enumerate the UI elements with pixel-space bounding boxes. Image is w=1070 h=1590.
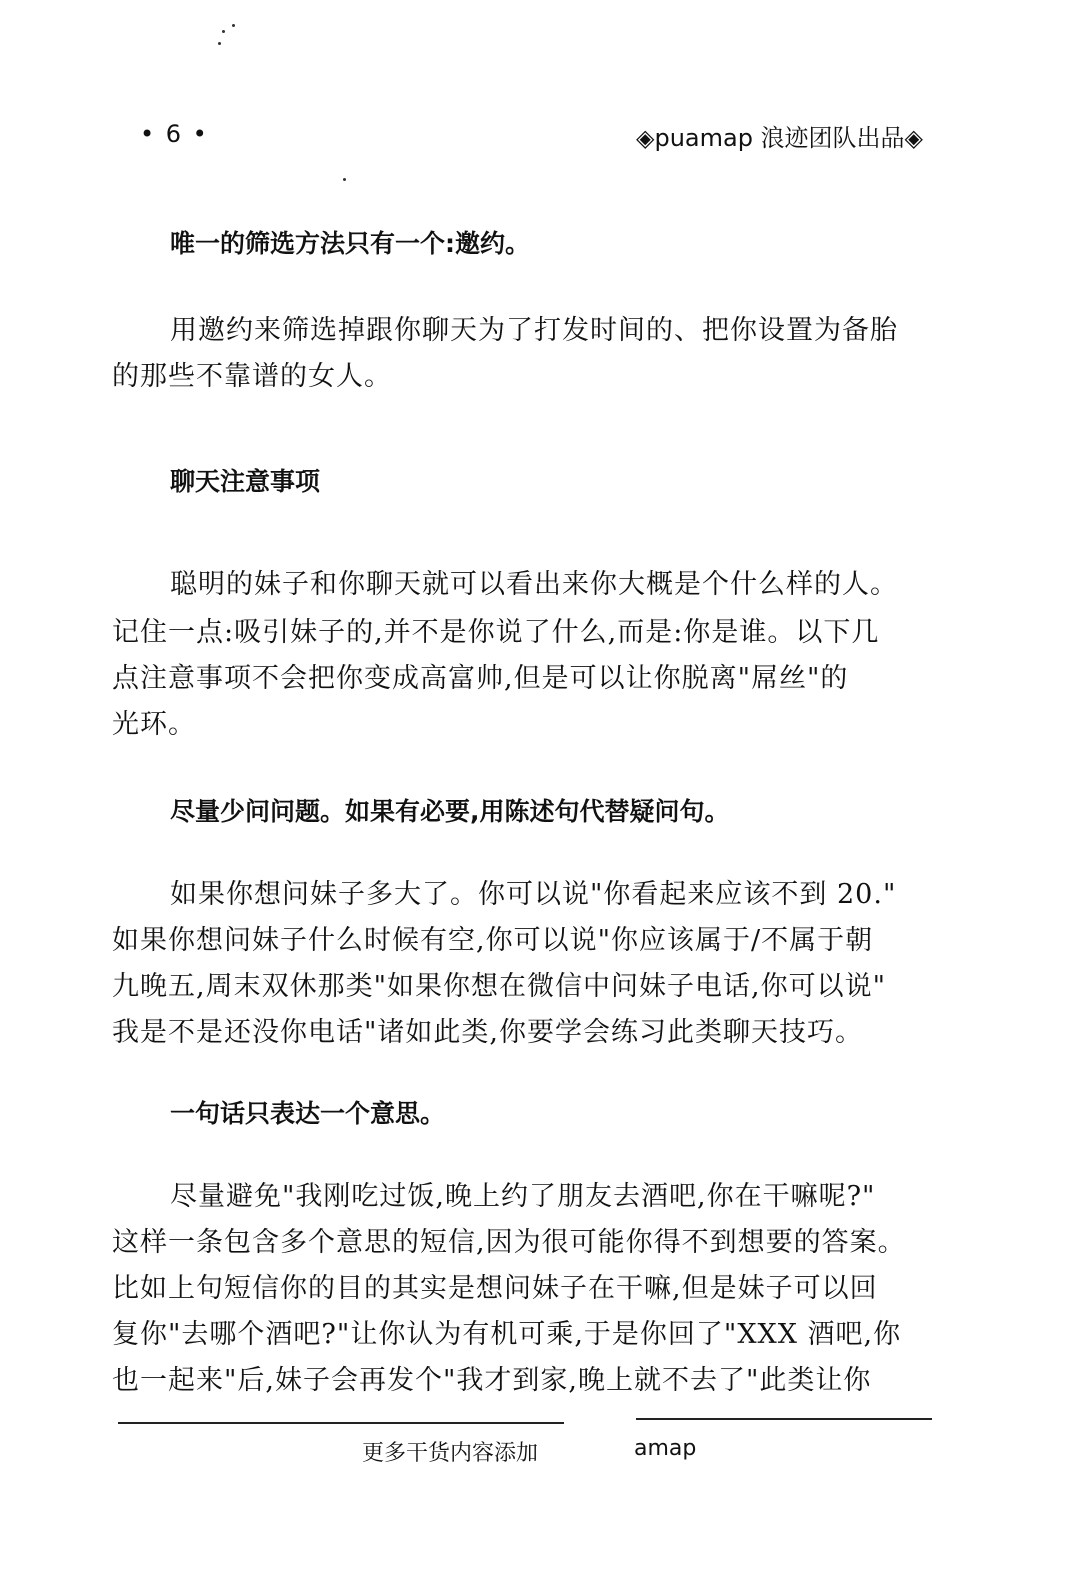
- body-line: 的那些不靠谱的女人。: [112, 361, 392, 392]
- body-line: 这样一条包含多个意思的短信,因为很可能你得不到想要的答案。: [112, 1227, 906, 1258]
- body-line: 光环。: [112, 709, 196, 740]
- footer-rule-right: [636, 1418, 932, 1420]
- footer-rule-left: [118, 1422, 564, 1424]
- scan-speck: [218, 42, 221, 45]
- body-line: 聪明的妹子和你聊天就可以看出来你大概是个什么样的人。: [170, 569, 898, 600]
- scan-speck: [232, 24, 235, 27]
- body-line: 记住一点:吸引妹子的,并不是你说了什么,而是:你是谁。以下几: [112, 617, 880, 648]
- body-line: 用邀约来筛选掉跟你聊天为了打发时间的、把你设置为备胎: [170, 315, 898, 346]
- publisher-credit: ◈puamap 浪迹团队出品◈: [636, 124, 924, 152]
- section-heading: 一句话只表达一个意思。: [170, 1099, 446, 1128]
- page-number: • 6 •: [140, 120, 209, 148]
- body-line: 如果你想问妹子什么时候有空,你可以说"你应该属于/不属于朝: [112, 925, 874, 956]
- body-line: 复你"去哪个酒吧?"让你认为有机可乘,于是你回了"XXX 酒吧,你: [112, 1319, 902, 1350]
- body-line: 比如上句短信你的目的其实是想问妹子在干嘛,但是妹子可以回: [112, 1273, 878, 1304]
- body-line: 尽量避免"我刚吃过饭,晚上约了朋友去酒吧,你在干嘛呢?": [170, 1181, 876, 1212]
- body-line: 我是不是还没你电话"诸如此类,你要学会练习此类聊天技巧。: [112, 1017, 864, 1048]
- scan-speck: [343, 178, 346, 181]
- body-line: 点注意事项不会把你变成高富帅,但是可以让你脱离"屌丝"的: [112, 663, 849, 694]
- section-heading: 尽量少问问题。如果有必要,用陈述句代替疑问句。: [170, 797, 730, 826]
- footer-site-text: amap: [634, 1436, 697, 1461]
- section-heading: 唯一的筛选方法只有一个:邀约。: [170, 229, 530, 258]
- body-line: 如果你想问妹子多大了。你可以说"你看起来应该不到 20.": [170, 879, 897, 910]
- section-heading: 聊天注意事项: [170, 467, 321, 496]
- footer-promo-text: 更多干货内容添加: [362, 1441, 539, 1466]
- scan-speck: [222, 30, 225, 33]
- body-line: 也一起来"后,妹子会再发个"我才到家,晚上就不去了"此类让你: [112, 1365, 872, 1396]
- body-line: 九晚五,周末双休那类"如果你想在微信中问妹子电话,你可以说": [112, 971, 887, 1002]
